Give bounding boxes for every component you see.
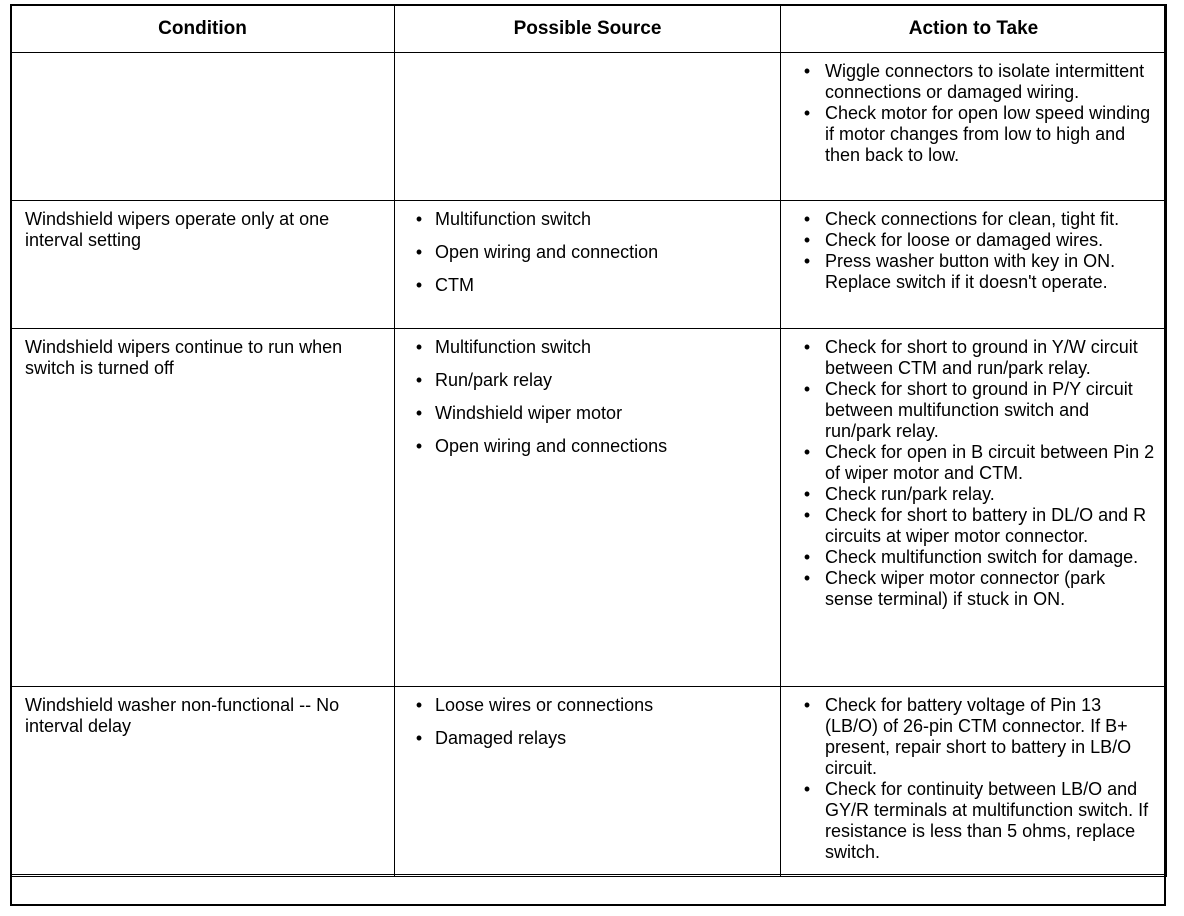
action-cell: [781, 53, 1167, 201]
list-item: • Check multifunction switch for damage.: [795, 547, 1156, 568]
list-item: • Multifunction switch: [409, 337, 770, 358]
bullet-icon: •: [803, 442, 811, 462]
bullet-icon: •: [803, 568, 811, 588]
table-row: [11, 687, 1167, 877]
list-item: • CTM: [409, 275, 770, 296]
table-footer-band: [10, 874, 1166, 906]
header-condition: Condition: [11, 5, 395, 53]
bullet-icon: •: [803, 379, 811, 399]
source-list: [409, 695, 770, 749]
bullet-icon: •: [415, 337, 423, 357]
source-cell: [395, 53, 781, 201]
bullet-icon: •: [803, 61, 811, 81]
list-item: • Damaged relays: [409, 728, 770, 749]
condition-cell: Windshield wipers continue to run when switch is turned off: [11, 329, 395, 687]
table-row: [11, 201, 1167, 329]
source-list: [409, 337, 770, 457]
list-item: • Press washer button with key in ON. Replace switch if it doesn't operate.: [795, 251, 1156, 293]
action-list: [795, 61, 1156, 166]
bullet-icon: •: [415, 728, 423, 748]
bullet-icon: •: [803, 209, 811, 229]
list-item: • Open wiring and connection: [409, 242, 770, 263]
header-row: [11, 5, 1167, 53]
list-item: • Check for open in B circuit between Pin 2 of wiper motor and CTM.: [795, 442, 1156, 484]
list-item: • Loose wires or connections: [409, 695, 770, 716]
bullet-icon: •: [803, 484, 811, 504]
list-item: • Check connections for clean, tight fit.: [795, 209, 1156, 230]
action-list: [795, 695, 1156, 863]
troubleshooting-table: [10, 4, 1167, 877]
list-item: • Check for short to battery in DL/O and R circuits at wiper motor connector.: [795, 505, 1156, 547]
action-cell: [781, 329, 1167, 687]
list-item: • Run/park relay: [409, 370, 770, 391]
list-item: • Check run/park relay.: [795, 484, 1156, 505]
bullet-icon: •: [415, 403, 423, 423]
source-cell: [395, 687, 781, 877]
action-cell: [781, 687, 1167, 877]
bullet-icon: •: [415, 209, 423, 229]
list-item: • Multifunction switch: [409, 209, 770, 230]
bullet-icon: •: [415, 436, 423, 456]
bullet-icon: •: [803, 337, 811, 357]
action-list: [795, 337, 1156, 610]
bullet-icon: •: [415, 695, 423, 715]
list-item: • Wiggle connectors to isolate intermittent connections or damaged wiring.: [795, 61, 1156, 103]
condition-cell: Windshield wipers operate only at one interval setting: [11, 201, 395, 329]
bullet-icon: •: [803, 695, 811, 715]
source-cell: [395, 329, 781, 687]
bullet-icon: •: [803, 103, 811, 123]
bullet-icon: •: [803, 547, 811, 567]
list-item: • Check for short to ground in P/Y circuit between multifunction switch and run/park relay.: [795, 379, 1156, 442]
list-item: • Windshield wiper motor: [409, 403, 770, 424]
bullet-icon: •: [415, 275, 423, 295]
list-item: • Open wiring and connections: [409, 436, 770, 457]
bullet-icon: •: [803, 779, 811, 799]
bullet-icon: •: [803, 230, 811, 250]
action-cell: [781, 201, 1167, 329]
list-item: • Check for continuity between LB/O and GY/R terminals at multifunction switch. If resistance is less than 5 ohms, replace switch.: [795, 779, 1156, 863]
source-cell: [395, 201, 781, 329]
list-item: • Check motor for open low speed winding if motor changes from low to high and then back to low.: [795, 103, 1156, 166]
source-list: [409, 209, 770, 296]
list-item: • Check for loose or damaged wires.: [795, 230, 1156, 251]
header-possible-source: Possible Source: [395, 5, 781, 53]
condition-cell: [11, 53, 395, 201]
bullet-icon: •: [803, 505, 811, 525]
bullet-icon: •: [415, 370, 423, 390]
bullet-icon: •: [803, 251, 811, 271]
action-list: [795, 209, 1156, 293]
list-item: • Check wiper motor connector (park sense terminal) if stuck in ON.: [795, 568, 1156, 610]
table-row: [11, 329, 1167, 687]
condition-cell: Windshield washer non-functional -- No interval delay: [11, 687, 395, 877]
list-item: • Check for short to ground in Y/W circuit between CTM and run/park relay.: [795, 337, 1156, 379]
bullet-icon: •: [415, 242, 423, 262]
table-row: [11, 53, 1167, 201]
list-item: • Check for battery voltage of Pin 13 (LB/O) of 26-pin CTM connector. If B+ present, repair short to battery in LB/O circuit.: [795, 695, 1156, 779]
header-action-to-take: Action to Take: [781, 5, 1167, 53]
